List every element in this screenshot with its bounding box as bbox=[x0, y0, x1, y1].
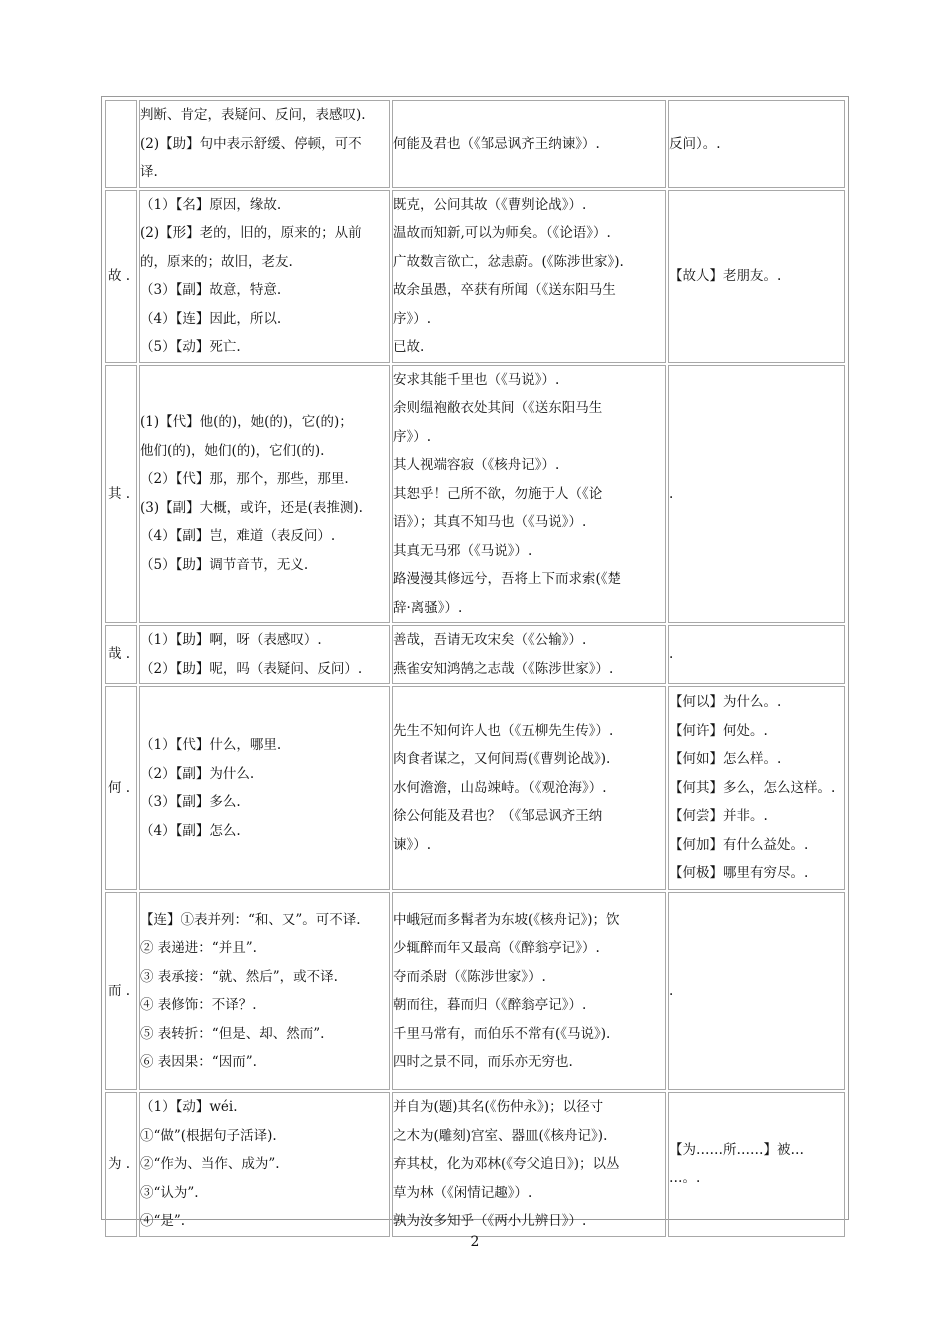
note-line: …。. bbox=[669, 1170, 701, 1187]
example-line: 语》）；其真不知马也（《马说》）. bbox=[393, 514, 587, 530]
note-line: 【何许】何处。. bbox=[669, 722, 768, 739]
example-cell bbox=[392, 625, 666, 684]
example-line: 并自为(题)其名(《伤仲永》)；以径寸 bbox=[393, 1099, 604, 1115]
note-cell bbox=[668, 1092, 845, 1237]
example-cell bbox=[392, 365, 666, 624]
definition-line: 的，原来的；故旧，老友. bbox=[140, 253, 293, 270]
example-line: 善哉，吾请无攻宋矣（《公输》）. bbox=[393, 632, 587, 648]
definition-line: (2)【助】句中表示舒缓、停顿，可不 bbox=[140, 135, 362, 152]
note-cell bbox=[668, 625, 845, 684]
example-cell bbox=[392, 190, 666, 363]
example-line: 肉食者谋之，又何间焉(《曹刿论战》). bbox=[393, 751, 611, 768]
note-cell bbox=[668, 190, 845, 363]
definition-line: 【连】①表并列：“和、又”。可不译. bbox=[140, 911, 361, 928]
note-cell bbox=[668, 686, 845, 890]
definition-line: ②“作为、当作、成为”. bbox=[140, 1156, 280, 1172]
example-line: 路漫漫其修远兮，吾将上下而求索(《楚 bbox=[393, 571, 622, 587]
example-line: 温故而知新,可以为师矣。（《论语》）. bbox=[393, 225, 611, 241]
example-line: 余则缊袍敝衣处其间（《送东阳马生 bbox=[393, 400, 603, 416]
table-row bbox=[105, 625, 845, 684]
word-label: 而 . bbox=[108, 982, 131, 999]
note-line: . bbox=[669, 982, 674, 999]
definition-cell bbox=[139, 892, 390, 1090]
word-cell bbox=[105, 365, 137, 624]
table-row bbox=[105, 365, 845, 624]
vocabulary-table bbox=[101, 96, 849, 1229]
definition-line: ⑥ 表因果：“因而”. bbox=[140, 1054, 257, 1070]
example-line: 何能及君也（《邹忌讽齐王纳谏》）. bbox=[393, 135, 600, 152]
definition-line: (2)【形】老的，旧的，原来的；从前 bbox=[140, 225, 362, 241]
example-line: 谏》）. bbox=[393, 836, 432, 853]
word-label: 为 . bbox=[108, 1156, 131, 1172]
definition-line: （2）【助】呢，吗（表疑问、反问）. bbox=[140, 660, 363, 677]
definition-line: ①“做”(根据句子活译). bbox=[140, 1127, 277, 1144]
example-line: 少辄醉而年又最高（《醉翁亭记》）. bbox=[393, 940, 600, 956]
note-cell bbox=[668, 100, 845, 188]
note-line: . bbox=[669, 485, 674, 502]
word-label: 哉 . bbox=[108, 646, 131, 663]
note-line: 【何其】多么，怎么这样。. bbox=[669, 779, 836, 796]
example-line: 燕雀安知鸿鹄之志哉（《陈涉世家》）. bbox=[393, 660, 614, 677]
definition-line: 判断、肯定，表疑问、反问，表感叹). bbox=[140, 107, 366, 123]
example-line: 千里马常有，而伯乐不常有(《马说》). bbox=[393, 1025, 611, 1042]
table-row bbox=[105, 1092, 845, 1237]
note-line: 【何极】哪里有穷尽。. bbox=[669, 865, 809, 882]
example-cell bbox=[392, 892, 666, 1090]
note-cell bbox=[668, 365, 845, 624]
example-line: 序》）. bbox=[393, 310, 432, 327]
example-line: 其人视端容寂（《核舟记》）. bbox=[393, 457, 560, 473]
word-label: 故 . bbox=[108, 267, 131, 284]
note-line: 【何如】怎么样。. bbox=[669, 751, 782, 768]
example-line: 故余虽愚，卒获有所闻（《送东阳马生 bbox=[393, 282, 616, 298]
example-line: 孰为汝多知乎（《两小儿辨日》）. bbox=[393, 1213, 587, 1229]
definition-line: （3）【副】故意，特意. bbox=[140, 282, 282, 298]
note-line: . bbox=[669, 646, 674, 663]
vocabulary-table-grid bbox=[103, 98, 847, 1239]
example-line: 水何澹澹，山岛竦峙。（《观沧海》）. bbox=[393, 779, 607, 796]
example-line: 徐公何能及君也？（《邹忌讽齐王纳 bbox=[393, 808, 603, 825]
definition-line: 他们(的)，她们(的)，它们(的). bbox=[140, 442, 325, 459]
definition-line: （2）【副】为什么. bbox=[140, 765, 255, 782]
example-line: 夺而杀尉（《陈涉世家》）. bbox=[393, 968, 546, 985]
word-cell bbox=[105, 625, 137, 684]
example-line: 安求其能千里也（《马说》）. bbox=[393, 371, 560, 388]
definition-line: （4）【连】因此，所以. bbox=[140, 310, 282, 327]
note-line: 反问）。. bbox=[669, 135, 721, 152]
example-line: 弃其杖，化为邓林(《夸父追日》)；以丛 bbox=[393, 1156, 620, 1172]
example-line: 其真无马邪（《马说》）. bbox=[393, 542, 533, 559]
note-line: 【何以】为什么。. bbox=[669, 694, 782, 711]
example-cell bbox=[392, 686, 666, 890]
definition-line: （5）【助】调节音节，无义. bbox=[140, 556, 309, 573]
table-row bbox=[105, 100, 845, 188]
example-line: 已故. bbox=[393, 339, 425, 355]
word-cell bbox=[105, 1092, 137, 1237]
definition-cell bbox=[139, 100, 390, 188]
table-row bbox=[105, 190, 845, 363]
example-line: 草为林（《闲情记趣》）. bbox=[393, 1184, 533, 1201]
definition-cell bbox=[139, 365, 390, 624]
definition-line: 译. bbox=[140, 164, 158, 180]
note-cell bbox=[668, 892, 845, 1090]
definition-line: （1）【动】wéi. bbox=[140, 1099, 238, 1115]
word-cell bbox=[105, 686, 137, 890]
page-number: 2 bbox=[470, 1234, 480, 1250]
definition-line: （1）【助】啊，呀（表感叹）. bbox=[140, 632, 322, 648]
note-line: 【故人】老朋友。. bbox=[669, 267, 782, 284]
example-line: 四时之景不同，而乐亦无穷也. bbox=[393, 1054, 573, 1070]
definition-line: ③“认为”. bbox=[140, 1184, 199, 1201]
definition-line: ④ 表修饰：不译？. bbox=[140, 997, 257, 1013]
definition-line: （4）【副】岂，难道（表反问）. bbox=[140, 528, 336, 545]
note-line: 【何加】有什么益处。. bbox=[669, 836, 809, 853]
definition-line: （5）【动】死亡. bbox=[140, 339, 241, 355]
definition-cell bbox=[139, 625, 390, 684]
example-line: 辞·离骚》）. bbox=[393, 599, 463, 616]
definition-line: (1)【代】他(的)，她(的)，它(的)； bbox=[140, 414, 353, 431]
definition-line: （2）【代】那，那个，那些，那里. bbox=[140, 471, 349, 488]
example-cell bbox=[392, 1092, 666, 1237]
definition-cell bbox=[139, 1092, 390, 1237]
definition-line: ② 表递进：“并且”. bbox=[140, 940, 257, 956]
example-cell bbox=[392, 100, 666, 188]
definition-line: （1）【代】什么，哪里. bbox=[140, 737, 282, 753]
example-line: 序》）. bbox=[393, 428, 432, 445]
definition-line: （1）【名】原因，缘故. bbox=[140, 196, 282, 213]
definition-line: (3)【副】大概，或许，还是(表推测). bbox=[140, 499, 363, 516]
example-line: 先生不知何许人也（《五柳先生传》）. bbox=[393, 722, 614, 739]
note-line: 【为……所……】被… bbox=[669, 1141, 804, 1158]
note-line: 【何尝】并非。. bbox=[669, 808, 768, 825]
example-line: 朝而往，暮而归（《醉翁亭记》）. bbox=[393, 997, 587, 1013]
definition-cell bbox=[139, 686, 390, 890]
table-row bbox=[105, 892, 845, 1090]
word-cell bbox=[105, 892, 137, 1090]
word-label: 其 . bbox=[108, 485, 131, 502]
definition-line: ④“是”. bbox=[140, 1213, 186, 1229]
word-cell bbox=[105, 100, 137, 188]
example-line: 既克，公问其故（《曹刿论战》）. bbox=[393, 196, 587, 213]
definition-line: （3）【副】多么. bbox=[140, 794, 241, 810]
definition-line: ⑤ 表转折：“但是、却、然而”. bbox=[140, 1025, 325, 1042]
example-line: 中峨冠而多髯者为东坡(《核舟记》)；饮 bbox=[393, 911, 620, 928]
definition-cell bbox=[139, 190, 390, 363]
example-line: 广故数言欲亡，忿恚蔚。(《陈涉世家》). bbox=[393, 253, 624, 270]
example-line: 其恕乎！己所不欲，勿施于人（《论 bbox=[393, 485, 603, 502]
definition-line: ③ 表承接：“就、然后”，或不译. bbox=[140, 968, 338, 985]
word-cell bbox=[105, 190, 137, 363]
example-line: 之木为(雕刻)宫室、器皿(《核舟记》). bbox=[393, 1127, 608, 1144]
word-label: 何 . bbox=[108, 779, 131, 796]
definition-line: （4）【副】怎么. bbox=[140, 822, 241, 839]
table-row bbox=[105, 686, 845, 890]
